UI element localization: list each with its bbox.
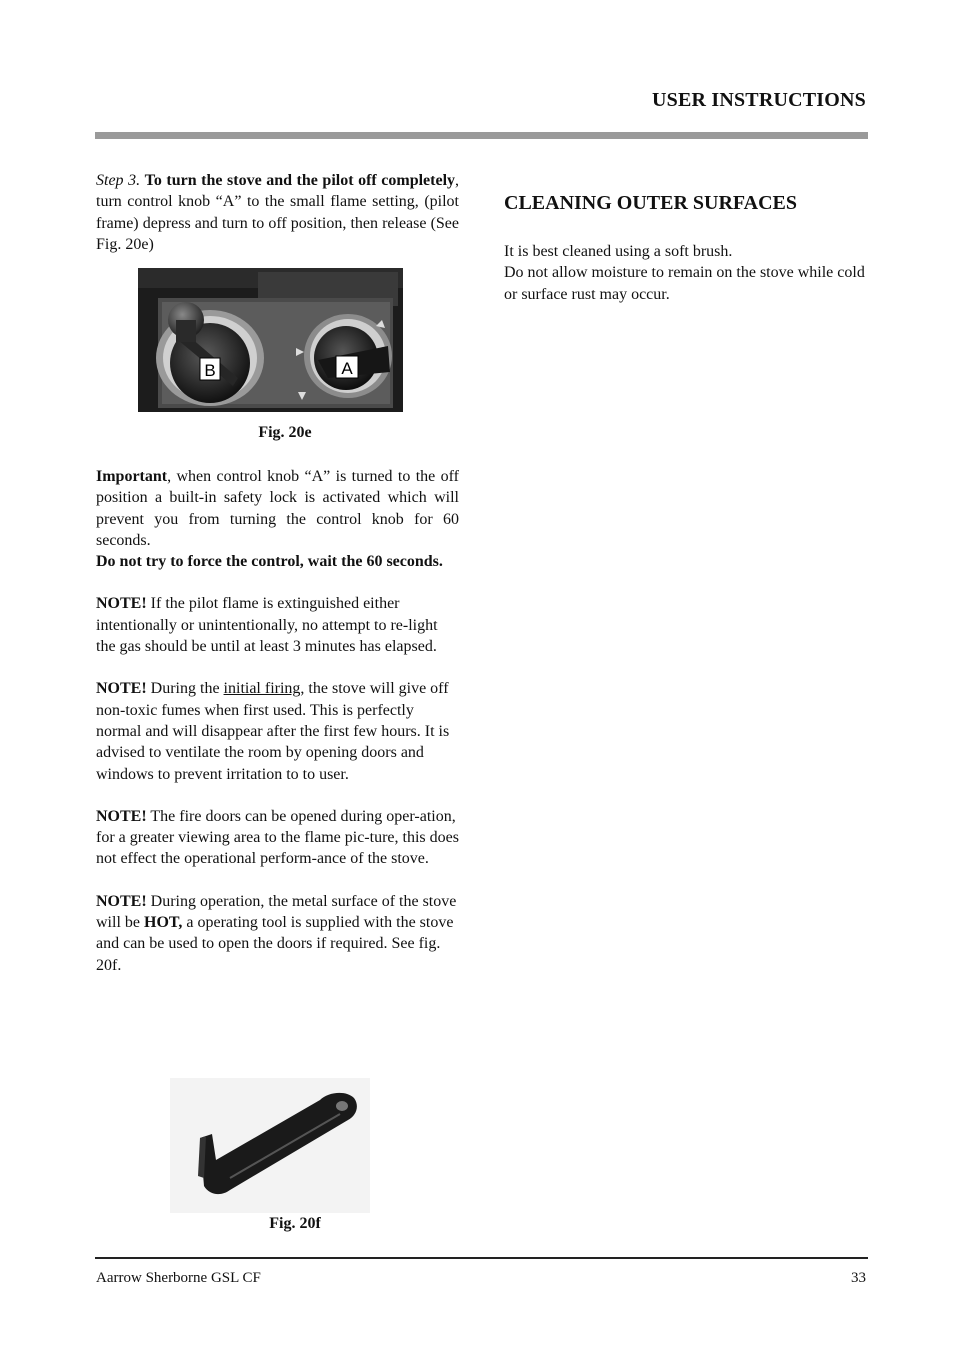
note-3-paragraph [96, 806, 459, 870]
control-knobs-image [138, 268, 403, 412]
note-2-text-pre: During the [146, 680, 224, 698]
note-3-label: NOTE! [96, 807, 147, 825]
right-column [504, 190, 870, 305]
footer-product-name: Aarrow Sherborne GSL CF [96, 1270, 261, 1286]
note-1-label: NOTE! [96, 595, 147, 613]
header-rule [95, 132, 868, 139]
important-text: , when control knob “A” is turned to the off position a built-in safety lock is activated which will prevent you from turning the control knob for 60 seconds. [96, 468, 459, 549]
left-column-notes [96, 466, 459, 976]
cleaning-line-1: It is best cleaned using a soft brush. [504, 243, 733, 260]
step-3-paragraph [96, 170, 459, 255]
footer-page-number: 33 [851, 1270, 866, 1286]
note-4-text-post: a operating tool is supplied with the stove and can be used to open the doors if required. See fig. 20f. [96, 914, 454, 974]
step-text: , turn control knob “A” to the small flame setting, (pilot frame) depress and turn to off position, then release (See Fig. 20e) [96, 172, 460, 253]
knob-a-label: A [341, 359, 353, 378]
note-4-label: NOTE! [96, 892, 147, 910]
note-2-paragraph [96, 678, 459, 784]
figure-20e-caption: Fig. 20e [258, 424, 312, 441]
note-4-paragraph [96, 891, 459, 976]
hot-text: HOT, [144, 914, 183, 932]
left-column [96, 170, 459, 255]
initial-firing-link: initial firing [223, 680, 301, 698]
cleaning-line-2: Do not allow moisture to remain on the stove while cold or surface rust may occur. [504, 264, 865, 303]
note-1-text: If the pilot flame is extinguished either intentionally or unintentionally, no attempt to re-light the gas should be until at least 3 minutes has elapsed. [96, 595, 438, 656]
note-3-text: The fire doors can be opened during oper-ation, for a greater viewing area to the flame pic-ture, this does not effect the operational perform-ance of the stove. [96, 807, 459, 868]
warning-paragraph [96, 551, 459, 572]
important-label: Important [96, 468, 168, 485]
cleaning-section-title: CLEANING OUTER SURFACES [504, 192, 798, 214]
note-2-text-post: , the stove will give off non-toxic fumes when first used. This is perfectly normal and will disappear after the first few hours. It is advised to ventilate the room by opening doors and windows to prevent irritation to to user. [96, 680, 450, 783]
note-1-paragraph [96, 593, 459, 657]
note-2-label: NOTE! [96, 680, 147, 698]
step-bold-text: To turn the stove and the pilot off completely [144, 172, 456, 189]
figure-20e-control-knobs [138, 268, 403, 412]
operating-tool-image [170, 1078, 370, 1213]
figure-20f-caption: Fig. 20f [269, 1215, 321, 1232]
footer-rule [95, 1257, 868, 1259]
note-4-text-pre: During operation, the metal surface of the stove will be [96, 892, 457, 932]
step-label: Step 3. [96, 172, 141, 189]
figure-20f-operating-tool [170, 1078, 370, 1213]
warning-text: Do not try to force the control, wait the 60 seconds. [96, 553, 443, 571]
knob-b-label: B [204, 361, 216, 380]
page-header-title: USER INSTRUCTIONS [651, 89, 866, 111]
important-paragraph [96, 466, 459, 551]
